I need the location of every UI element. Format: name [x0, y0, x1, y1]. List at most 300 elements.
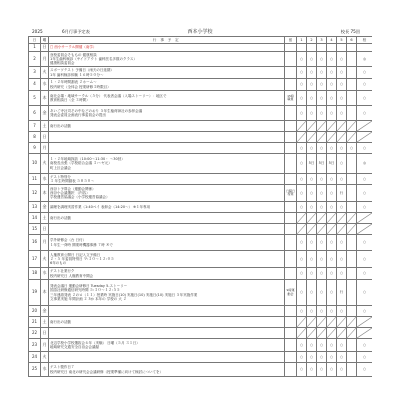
- mark-symbol: ○: [319, 70, 324, 75]
- event-line: １・２年地域探訪（10:00～11:30・ ～30回）: [50, 157, 125, 162]
- table-row: [29, 280, 373, 306]
- mark-symbol: ○: [299, 176, 304, 181]
- note-cell: [285, 154, 297, 174]
- mark-symbol: ○: [319, 240, 324, 245]
- status-mark: [347, 339, 357, 352]
- status-mark: [357, 67, 373, 79]
- status-mark: [327, 306, 337, 317]
- mark-symbol: ○: [299, 82, 304, 87]
- event-line: 三年連絡発表 ２のロ（１１）授業時 実施日(10) 実施日(10) 実施日(10) 実施日 ５年実施作業: [50, 292, 198, 297]
- mark-symbol: ○: [329, 70, 334, 75]
- status-mark: [337, 251, 347, 268]
- status-mark: [317, 174, 327, 185]
- day-cell: 18: [29, 268, 41, 280]
- event-line: 1年生歯科検診（サイドアウト 歯科医名多数のクラス）: [50, 56, 137, 61]
- table-row: [29, 235, 373, 251]
- status-mark: [297, 363, 307, 377]
- status-mark: [317, 352, 327, 363]
- weekday-cell: 木: [41, 280, 49, 306]
- events-cell: [49, 143, 285, 154]
- no-school-mark: [327, 317, 337, 328]
- events-cell: [49, 280, 285, 306]
- no-school-mark: [297, 317, 307, 328]
- status-mark: [297, 268, 307, 280]
- status-mark: [317, 202, 327, 213]
- status-mark: [297, 251, 307, 268]
- mark-symbol: ○: [309, 256, 314, 261]
- mark-symbol: ○: [339, 271, 344, 276]
- day-cell: 13: [29, 202, 41, 213]
- table-row: [29, 91, 373, 106]
- day-cell: 25: [29, 363, 41, 377]
- weekday-cell: 日: [41, 44, 49, 52]
- status-mark: [327, 174, 337, 185]
- mark-symbol: ○: [339, 70, 344, 75]
- note-cell: [285, 174, 297, 185]
- status-mark: [327, 280, 337, 306]
- event-line: ３ 年生時間割表 ５８５０～: [50, 179, 95, 183]
- mark-symbol: ○: [309, 190, 314, 195]
- no-school-mark: [297, 328, 307, 339]
- mark-symbol: ○: [309, 240, 314, 245]
- mark-symbol: ○: [299, 240, 304, 245]
- events-cell: [49, 174, 285, 185]
- mark-symbol: ○: [329, 240, 334, 245]
- no-school-mark: [337, 132, 347, 143]
- col-header-grade-4: 4: [327, 37, 337, 44]
- table-row: [29, 224, 373, 235]
- mark-symbol: ○: [319, 271, 324, 276]
- note-cell: [285, 106, 297, 121]
- status-mark: [307, 174, 317, 185]
- event-line: 校内研究日 南北の研究会会議研修（授業準備に向けて検討についてを）: [50, 369, 164, 374]
- day-cell: 24: [29, 352, 41, 363]
- mark-symbol: ○: [362, 204, 367, 209]
- event-line: 調理を調理実習作業（1:40ペイ 表彰会（14:20～） ※１年専用: [50, 204, 151, 209]
- col-header-notes: 留: [285, 37, 297, 44]
- table-row: [29, 132, 373, 143]
- status-mark: 行: [337, 185, 347, 202]
- status-mark: [297, 174, 307, 185]
- note-cell: [285, 352, 297, 363]
- status-mark: [337, 44, 347, 52]
- no-school-mark: [327, 328, 337, 339]
- mark-symbol: ○: [319, 95, 324, 100]
- status-mark: [297, 154, 307, 174]
- no-school-mark: [337, 328, 347, 339]
- weekday-cell: 木: [41, 185, 49, 202]
- mark-symbol: ○: [349, 145, 354, 150]
- status-mark: [347, 306, 357, 317]
- status-mark: [337, 363, 347, 377]
- no-school-mark: [307, 213, 317, 224]
- event-line: 発表会委員企画表行事委員会の提出: [50, 113, 106, 117]
- day-cell: 10: [29, 154, 41, 174]
- status-mark: [337, 67, 347, 79]
- status-mark: [337, 174, 347, 185]
- status-mark: [347, 174, 357, 185]
- mark-symbol: ○: [329, 308, 334, 313]
- status-mark: [337, 339, 347, 352]
- event-line: 南行出の活動: [50, 215, 71, 220]
- no-school-mark: [317, 121, 327, 132]
- mark-symbol: ○: [362, 342, 367, 347]
- day-cell: 21: [29, 317, 41, 328]
- status-mark: [297, 143, 307, 154]
- status-mark: [337, 143, 347, 154]
- status-mark: [297, 106, 307, 121]
- no-school-mark: [317, 132, 327, 143]
- table-row: [29, 363, 373, 377]
- status-mark: [337, 106, 347, 121]
- no-school-mark: [357, 224, 373, 235]
- status-mark: [347, 44, 357, 52]
- status-mark: [317, 143, 327, 154]
- event-line: 人権教育公開日 日記入文予備日: [50, 252, 101, 257]
- mark-symbol: ○: [299, 161, 304, 166]
- status-mark: [337, 154, 347, 174]
- status-mark: [327, 251, 337, 268]
- mark-symbol: ○: [362, 308, 367, 313]
- status-mark: [307, 44, 317, 52]
- events-cell: [49, 185, 285, 202]
- note-cell: [285, 44, 297, 52]
- status-mark: [357, 306, 373, 317]
- event-line: 6年のもの: [50, 261, 67, 266]
- status-mark: [357, 154, 373, 174]
- status-mark: [307, 202, 317, 213]
- event-line: １年生一斉時 開業時機器事務 ７時 ８で: [50, 242, 113, 247]
- status-mark: [307, 79, 317, 91]
- event-line: 校内研究（全体会 授業研修３時限目）: [50, 84, 111, 89]
- mark-symbol: ○: [329, 176, 334, 181]
- mark-symbol: ○: [299, 70, 304, 75]
- no-school-mark: [317, 317, 327, 328]
- mark-symbol: ○: [329, 110, 334, 115]
- no-school-mark: [347, 121, 357, 132]
- status-mark: [297, 202, 307, 213]
- table-row: [29, 251, 373, 268]
- events-cell: [49, 79, 285, 91]
- events-cell: [49, 132, 285, 143]
- no-school-mark: [347, 317, 357, 328]
- col-header-day: 日: [29, 37, 41, 44]
- weekday-cell: 木: [41, 91, 49, 106]
- status-mark: [297, 306, 307, 317]
- status-mark: [327, 67, 337, 79]
- status-mark: [357, 143, 373, 154]
- mark-symbol: ○: [329, 354, 334, 359]
- event-line: 西谷ト予算会（運動会関係）: [50, 186, 96, 191]
- events-cell: [49, 91, 285, 106]
- events-cell: [49, 121, 285, 132]
- status-mark: [357, 235, 373, 251]
- no-school-mark: [327, 224, 337, 235]
- status-mark: [357, 185, 373, 202]
- mark-symbol: ○: [319, 82, 324, 87]
- version-label: 校長 75回: [340, 29, 360, 34]
- status-mark: [317, 280, 327, 306]
- no-school-mark: [337, 317, 347, 328]
- status-mark: [307, 67, 317, 79]
- no-school-mark: [337, 224, 347, 235]
- mark-symbol: ○: [329, 256, 334, 261]
- status-mark: [357, 268, 373, 280]
- note-cell: [285, 132, 297, 143]
- mark-symbol: ○: [329, 342, 334, 347]
- table-row: [29, 174, 373, 185]
- no-school-mark: [307, 121, 317, 132]
- day-cell: 9: [29, 143, 41, 154]
- mark-symbol: ○: [309, 342, 314, 347]
- no-school-mark: [347, 132, 357, 143]
- table-row: [29, 143, 373, 154]
- no-school-mark: [357, 328, 373, 339]
- weekday-cell: 日: [41, 328, 49, 339]
- table-row: [29, 339, 373, 352]
- mark-symbol: ○: [299, 308, 304, 313]
- event-line: 西谷小会議選択 （内容）: [50, 190, 90, 195]
- event-line: 校内研究日 人権教育中間会: [50, 273, 94, 278]
- table-row: [29, 52, 373, 67]
- weekday-cell: 水: [41, 174, 49, 185]
- table-row: [29, 328, 373, 339]
- mark-symbol: ○: [339, 95, 344, 100]
- weekday-cell: 土: [41, 121, 49, 132]
- mark-symbol: ○: [299, 56, 304, 61]
- mark-symbol: ○: [309, 271, 314, 276]
- mark-symbol: ○: [362, 190, 367, 195]
- no-school-mark: [297, 121, 307, 132]
- event-line: スポーツテスト 予備日（雨天の日延期）: [50, 68, 114, 73]
- col-header-grade-6: 6: [347, 37, 357, 44]
- status-mark: 5日: [307, 154, 317, 174]
- day-cell: 12: [29, 185, 41, 202]
- status-mark: [307, 339, 317, 352]
- mark-symbol: ○: [362, 145, 367, 150]
- table-row: [29, 67, 373, 79]
- day-cell: 6: [29, 106, 41, 121]
- note-cell: [285, 67, 297, 79]
- event-line: ゲスト特別分: [50, 174, 71, 179]
- weekday-cell: 水: [41, 363, 49, 377]
- event-line: 1年 歯科検診体験 １６時５０分～: [50, 72, 104, 77]
- status-mark: [347, 143, 357, 154]
- mark-symbol: ○: [319, 256, 324, 261]
- event-line: 南北会場・地域サークル（５分） 代表者会議（入場ストーリー）：地区で: [50, 93, 167, 98]
- mark-symbol: ○: [329, 190, 334, 195]
- event-line: 学校運営協議会（小学校運営協議会）: [50, 195, 110, 200]
- status-mark: [337, 79, 347, 91]
- events-cell: [49, 251, 285, 268]
- note-cell: [285, 224, 297, 235]
- mark-symbol: ○: [299, 145, 304, 150]
- status-mark: [347, 52, 357, 67]
- status-mark: [297, 280, 307, 306]
- mark-symbol: ○: [329, 271, 334, 276]
- mark-symbol: ○: [299, 95, 304, 100]
- day-cell: 16: [29, 235, 41, 251]
- mark-symbol: ○: [309, 176, 314, 181]
- status-mark: [347, 363, 357, 377]
- col-header-events: 行 事 予 定: [49, 37, 285, 44]
- events-cell: [49, 306, 285, 317]
- mark-symbol: ○: [362, 70, 367, 75]
- mark-symbol: ○: [319, 145, 324, 150]
- status-mark: [327, 79, 337, 91]
- mark-symbol: ○: [329, 290, 334, 295]
- mark-symbol: ○: [362, 271, 367, 276]
- mark-symbol: ○: [309, 56, 314, 61]
- status-mark: [347, 91, 357, 106]
- table-row: [29, 202, 373, 213]
- status-mark: [357, 106, 373, 121]
- events-cell: [49, 67, 285, 79]
- day-cell: 15: [29, 224, 41, 235]
- day-cell: 14: [29, 213, 41, 224]
- col-header-weekday: 曜: [41, 37, 49, 44]
- no-school-mark: [307, 317, 317, 328]
- event-line: 地域研究交通安全自治会会議録: [50, 345, 99, 349]
- no-school-mark: [317, 328, 327, 339]
- status-mark: [317, 339, 327, 352]
- day-cell: 2: [29, 52, 41, 67]
- no-school-mark: [317, 213, 327, 224]
- status-mark: [347, 106, 357, 121]
- status-mark: [357, 363, 373, 377]
- status-mark: [317, 268, 327, 280]
- status-mark: [327, 143, 337, 154]
- mark-symbol: ○: [299, 290, 304, 295]
- events-cell: [49, 317, 285, 328]
- mark-symbol: ○: [299, 271, 304, 276]
- events-cell: [49, 213, 285, 224]
- mark-symbol: ○: [329, 204, 334, 209]
- mark-symbol: ○: [339, 342, 344, 347]
- weekday-cell: 金: [41, 106, 49, 121]
- note-cell: [285, 328, 297, 339]
- weekday-cell: 日: [41, 224, 49, 235]
- weekday-cell: 金: [41, 202, 49, 213]
- event-line: 発表会議日 運動会研修日 Tuesday 5-ストーリー: [50, 284, 128, 289]
- status-mark: [317, 79, 327, 91]
- status-mark: [307, 306, 317, 317]
- note-cell: [285, 79, 297, 91]
- status-mark: [357, 339, 373, 352]
- status-mark: [347, 185, 357, 202]
- event-line: 教育相談日（全 ３時間）: [50, 98, 90, 102]
- event-line: 町上区会議会: [50, 165, 71, 170]
- status-mark: [347, 154, 357, 174]
- event-line: あいご寺社司その中などのおり ５年生稲荷神社の参拝会議: [50, 108, 143, 113]
- status-mark: [327, 44, 337, 52]
- status-mark: 行: [337, 280, 347, 306]
- mark-symbol: ◎: [362, 161, 367, 166]
- day-cell: 22: [29, 328, 41, 339]
- no-school-mark: [357, 213, 373, 224]
- table-row: [29, 306, 373, 317]
- event-line: 南行出の活動: [50, 123, 71, 128]
- mark-symbol: ◎: [362, 56, 367, 61]
- no-school-mark: [297, 132, 307, 143]
- status-mark: [307, 106, 317, 121]
- status-mark: [297, 352, 307, 363]
- status-mark: [347, 79, 357, 91]
- day-cell: 8: [29, 132, 41, 143]
- mark-symbol: ○: [339, 354, 344, 359]
- mark-symbol: ○: [362, 110, 367, 115]
- no-school-mark: [307, 224, 317, 235]
- weekday-cell: 日: [41, 132, 49, 143]
- status-mark: [357, 174, 373, 185]
- day-cell: 7: [29, 121, 41, 132]
- status-mark: [307, 363, 317, 377]
- status-mark: [307, 352, 317, 363]
- status-mark: [317, 185, 327, 202]
- events-cell: [49, 44, 285, 52]
- weekday-cell: 月: [41, 339, 49, 352]
- no-school-mark: [327, 213, 337, 224]
- status-mark: [357, 280, 373, 306]
- mark-symbol: ○: [319, 367, 324, 372]
- status-mark: [347, 352, 357, 363]
- events-cell: [49, 202, 285, 213]
- col-header-grade-1: 1: [297, 37, 307, 44]
- note-cell: 15時 職員: [285, 91, 297, 106]
- status-mark: [317, 363, 327, 377]
- note-cell: 日曜日 授業: [285, 185, 297, 202]
- col-header-grade-2: 2: [307, 37, 317, 44]
- status-mark: [317, 52, 327, 67]
- mark-symbol: ○: [299, 110, 304, 115]
- no-school-mark: [347, 328, 357, 339]
- weekday-cell: 火: [41, 67, 49, 79]
- col-header-grade-3: 3: [317, 37, 327, 44]
- weekday-cell: 火: [41, 352, 49, 363]
- table-row: [29, 106, 373, 121]
- note-cell: [285, 306, 297, 317]
- status-mark: [297, 52, 307, 67]
- status-mark: [307, 91, 317, 106]
- weekday-cell: 土: [41, 317, 49, 328]
- no-school-mark: [337, 213, 347, 224]
- weekday-cell: 月: [41, 235, 49, 251]
- status-mark: [307, 143, 317, 154]
- mark-symbol: ○: [319, 190, 324, 195]
- schedule-document: [28, 28, 372, 400]
- status-mark: [327, 363, 337, 377]
- note-cell: [285, 52, 297, 67]
- mark-symbol: ○: [339, 161, 344, 166]
- mark-symbol: ○: [329, 367, 334, 372]
- mark-symbol: ○: [362, 82, 367, 87]
- note-cell: [285, 143, 297, 154]
- mark-symbol: ○: [309, 367, 314, 372]
- events-cell: [49, 154, 285, 174]
- event-line: 国語社研修通信研究時間 ５:３０～１２:５５: [50, 288, 120, 293]
- mark-symbol: ○: [309, 110, 314, 115]
- event-line: 南行出の活動: [50, 319, 71, 324]
- status-mark: [317, 44, 327, 52]
- events-cell: [49, 52, 285, 67]
- no-school-mark: [357, 317, 373, 328]
- status-mark: [307, 52, 317, 67]
- day-cell: 5: [29, 91, 41, 106]
- mark-symbol: ○: [319, 354, 324, 359]
- status-mark: [317, 91, 327, 106]
- mark-symbol: ○: [299, 354, 304, 359]
- weekday-cell: 水: [41, 79, 49, 91]
